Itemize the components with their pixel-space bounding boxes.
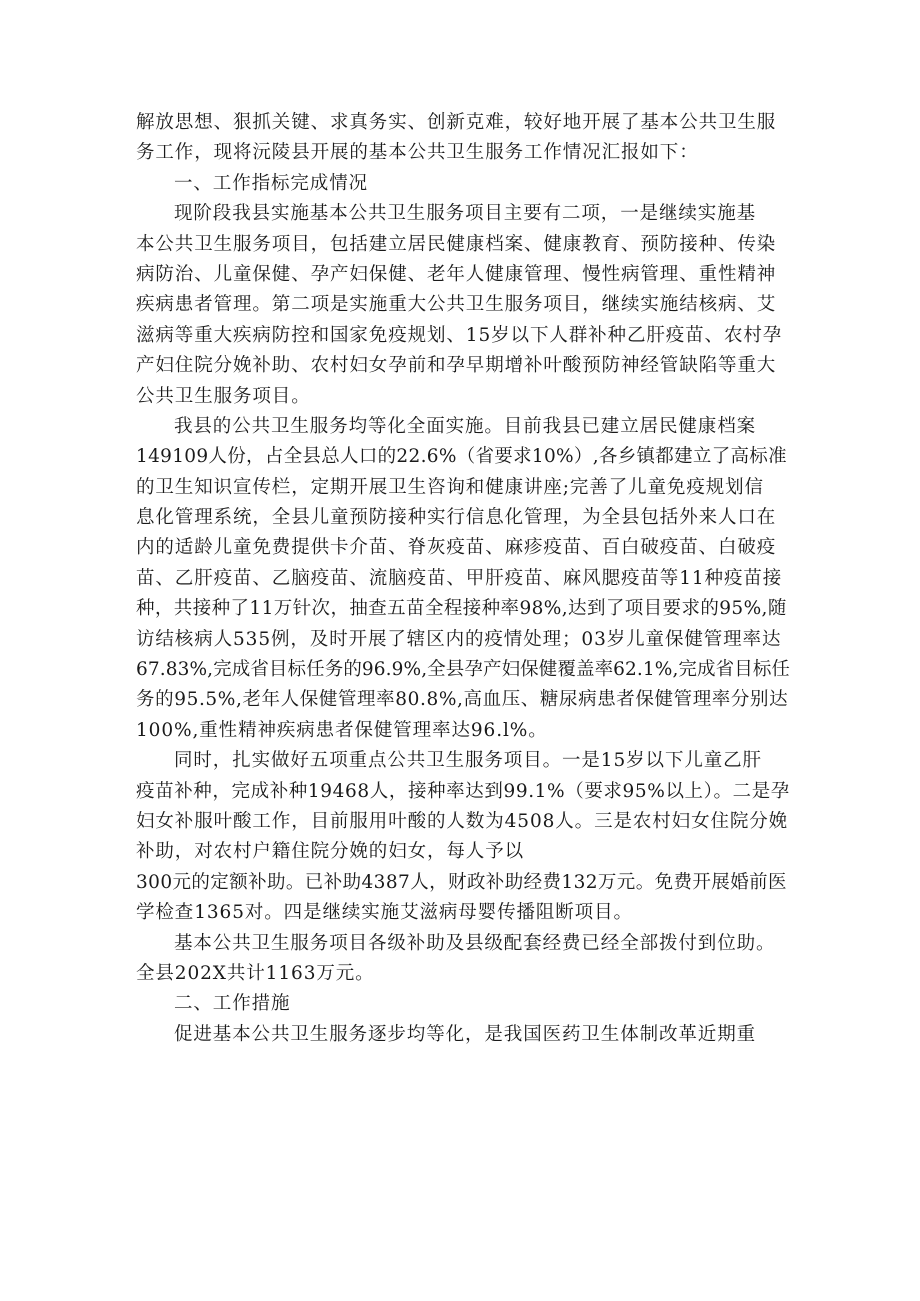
text-line: 疾病患者管理。第二项是实施重大公共卫生服务项目，继续实施结核病、艾 bbox=[136, 294, 777, 316]
text-line: 现阶段我县实施基本公共卫生服务项目主要有二项，一是继续实施基 bbox=[174, 203, 757, 225]
text-line: 的卫生知识宣传栏，定期开展卫生咨询和健康讲座;完善了儿童免疫规划信 bbox=[136, 476, 764, 498]
text-line: 100%,重性精神疾病患者保健管理率达96.l%。 bbox=[136, 719, 548, 741]
text-line: 67.83%,完成省目标任务的96.9%,全县孕产妇保健覆盖率62.1%,完成省目标任 bbox=[136, 659, 791, 681]
text-line: 种，共接种了11万针次，抽查五苗全程接种率98%,达到了项目要求的95%,随 bbox=[136, 598, 787, 620]
text-line: 产妇住院分娩补助、农村妇女孕前和孕早期增补叶酸预防神经管缺陷等重大 bbox=[136, 355, 777, 377]
section-heading: 二、工作措施 bbox=[174, 993, 291, 1015]
text-line: 补助，对农村户籍住院分娩的妇女，每人予以 bbox=[136, 841, 525, 863]
text-line: 务工作，现将沅陵县开展的基本公共卫生服务工作情况汇报如下： bbox=[136, 142, 699, 164]
text-line: 本公共卫生服务项目，包括建立居民健康档案、健康教育、预防接种、传染 bbox=[136, 233, 777, 255]
text-line: 病防治、儿童保健、孕产妇保健、老年人健康管理、慢性病管理、重性精神 bbox=[136, 263, 777, 285]
text-line: 公共卫生服务项目。 bbox=[136, 385, 311, 407]
text-line: 149109人份，占全县总人口的22.6%（省要求10%）,各乡镇都建立了高标准 bbox=[136, 446, 787, 468]
text-line: 滋病等重大疾病防控和国家免疫规划、15岁以下人群补种乙肝疫苗、农村孕 bbox=[136, 324, 783, 346]
section-heading: 一、工作指标完成情况 bbox=[174, 172, 369, 194]
text-line: 内的适龄儿童免费提供卡介苗、脊灰疫苗、麻疹疫苗、百白破疫苗、白破疫 bbox=[136, 537, 777, 559]
text-line: 全县202X共计1163万元。 bbox=[136, 962, 375, 984]
text-line: 息化管理系统，全县儿童预防接种实行信息化管理，为全县包括外来人口在 bbox=[136, 507, 777, 529]
text-line: 促进基本公共卫生服务逐步均等化，是我国医药卫生体制改革近期重 bbox=[174, 1023, 757, 1045]
text-line: 疫苗补种，完成补种19468人，接种率达到99.1%（要求95%以上）。二是孕 bbox=[136, 780, 790, 802]
text-line: 学检查1365对。四是继续实施艾滋病母婴传播阻断项目。 bbox=[136, 902, 633, 924]
text-line: 同时，扎实做好五项重点公共卫生服务项目。一是15岁以下儿童乙肝 bbox=[174, 750, 762, 772]
document-page bbox=[136, 108, 790, 1050]
text-line: 基本公共卫生服务项目各级补助及县级配套经费已经全部拨付到位助。 bbox=[174, 932, 776, 954]
text-line: 300元的定额补助。已补助4387人，财政补助经费132万元。免费开展婚前医 bbox=[136, 871, 787, 893]
text-line: 我县的公共卫生服务均等化全面实施。目前我县已建立居民健康档案 bbox=[174, 415, 757, 437]
text-line: 解放思想、狠抓关键、求真务实、创新克难，较好地开展了基本公共卫生服 bbox=[136, 112, 777, 133]
text-line: 苗、乙肝疫苗、乙脑疫苗、流脑疫苗、甲肝疫苗、麻风腮疫苗等11种疫苗接 bbox=[136, 567, 783, 589]
document-body bbox=[136, 108, 790, 1050]
text-line: 妇女补服叶酸工作，目前服用叶酸的人数为4508人。三是农村妇女住院分娩 bbox=[136, 810, 789, 832]
text-line: 访结核病人535例，及时开展了辖区内的疫情处理；03岁儿童保健管理率达 bbox=[136, 628, 782, 650]
text-line: 务的95.5%,老年人保健管理率80.8%,高血压、糖尿病患者保健管理率分别达 bbox=[136, 689, 789, 711]
